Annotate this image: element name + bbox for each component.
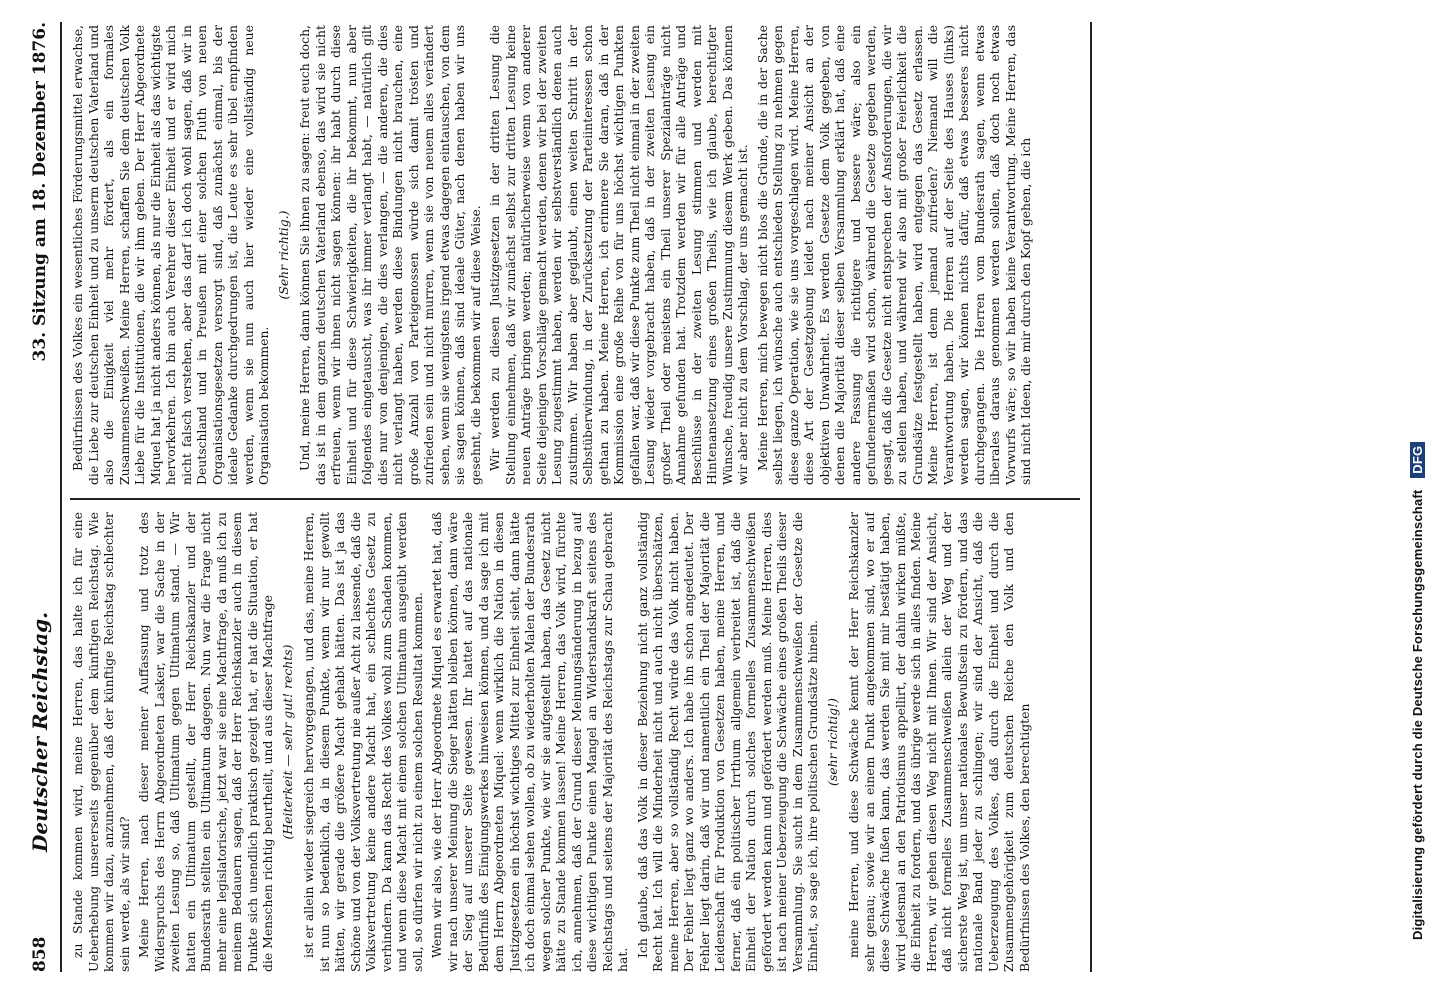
credit-text: Digitalisierung gefördert durch die Deutsche Forschungsgemeinschaft bbox=[1410, 489, 1425, 940]
column-separator bbox=[70, 498, 1080, 500]
paragraph: zu Stande kommen wird, meine Herren, das halte ich für eine Ueberhebung unsererseits gegenüber dem künftigen Reichstag. Wie kommen wir dazu, anzunehmen, daß der künftige Reichstag schlechter sein werde, als wir sind? bbox=[70, 512, 132, 972]
paragraph: Und, meine Herren, dann können Sie ihnen zu sagen: freut euch doch, das ist in dem ganzen deutschen Vaterland ebenso, das wird sie nicht erfreuen, wenn wir ihnen nicht sagen können: ihr habt durch diese Einheit und für diese Schwierigkeiten, die ihr bekommt, nun aber folgendes eingetauscht, was ihr immer verlangt habt, — natürlich gilt dies nur von denjenigen, die dies verlangen, — die anderen, die dies nicht verlangt haben, werden diese Bindungen nicht brauchen, eine große Anzahl von Parteigenossen würde sich damit trösten und zufrieden sein und nicht murren, wenn sie von neuem alles verändert sehen, wenn sie wenigstens irgend etwas dagegen eintauschen, von dem sie sagen können, daß sind ideale Güter, nach denen haben wir uns gesehnt, die bekommen wir auf diese Weise. bbox=[297, 25, 483, 485]
page-number: 858 bbox=[30, 936, 50, 972]
interjection: (sehr richtig!) bbox=[824, 698, 840, 786]
paragraph: Ich glaube, daß das Volk in dieser Beziehung nicht ganz vollständig Recht hat. Ich will die Minderheit nicht und auch nicht überschätzen, meine Herren, aber so vollständig Recht würde das Volk nicht haben. Der Fehler liegt ganz wo anders. Ich habe ihn schon angedeutet. Der Fehler liegt darin, daß wir und namentlich ein Theil der Majorität die Leidenschaft für Produktion von Gesetzen haben, meine Herren, und ferner, daß ein politischer Irrthum allgemein verbreitet ist, daß die Einheit der Nation durch solches formelles Zusammenschweißen gefördert werden kann und gefördert werden muß. Meine Herren, dies ist nach meiner Ueberzeugung die Schwäche eines großen Theils dieser Versammlung. Sie sucht in dem Zusammenschweißen der Gesetze die Einheit, so sage ich, ihre politischen Grundsätze hinein. bbox=[634, 512, 820, 972]
bottom-rule bbox=[1090, 22, 1092, 972]
digitization-credit bbox=[1410, 40, 1425, 940]
paragraph: meine Herren, und diese Schwäche kennt der Herr Reichskanzler sehr genau; sowie wir an einem Punkt angekommen sind, wo er auf diese Schwäche fußen kann, das werden Sie mit mir bestätigt haben, wird jedesmal an den Patriotismus appellirt, der dahin wirken müßte, die Einheit zu fordern, und das übrige werde sich in alles finden. Meine Herren, wir gehen diesen Weg nicht mit Ihnen. Wir sind der Ansicht, daß nicht formelles Zusammenschweißen allein der Weg und der sicherste Weg ist, um unser nationales Bewußtsein zu fördern, und das nationale Band jeder zu schlingen; wir sind der Ansicht, daß die Ueberzeugung des Volkes, daß durch die Einheit und durch die Zusammengehörigkeit zum deutschen Reiche den Volk und den Bedürfnissen des Volkes, den berechtigten bbox=[846, 512, 1032, 972]
page-header bbox=[20, 22, 62, 972]
paragraph: Wir werden zu diesen Justizgesetzen in der dritten Lesung die Stellung einnehmen, daß wir zunächst selbst zur dritten Lesung keine neuen Anträge bringen werden; natürlicherweise wenn von anderer Seite diejenigen Vorschläge gemacht werden, denen wir bei der zweiten Lesung zugestimmt haben, werden wir selbstverständlich denen auch zustimmen. Wir haben aber geglaubt, einen weiten Schritt in der Selbstüberwindung, in der Zurücksetzung der Parteiinteressen schon gethan zu haben. Meine Herren, ich erinnere Sie daran, daß in der Kommission eine große Reihe von für uns höchst wichtigen Punkten gefallen war, daß wir diese Punkte zum Theil nicht einmal in der zweiten Lesung wieder vorgebracht haben, daß in der zweiten Lesung ein großer Theil oder meistens ein Theil unserer Spezialanträge nicht Annahme gefunden hat. Trotzdem werden wir für alle Anträge und Beschlüsse in der zweiten Lesung stimmen und werden mit Hintenansetzung eines großen Theils, wie ich glaube, berechtigter Wünsche, freudig unsere Zustimmung diesem Werk geben. Das können wir aber nicht zu dem Vorschlag, der uns gemacht ist. bbox=[487, 25, 750, 485]
paragraph: Meine Herren, mich bewegen nicht blos die Gründe, die in der Sache selbst liegen, ich wünsche auch entschieden Stellung zu nehmen gegen diese ganze Operation, wie sie uns vorgeschlagen wird. Meine Herren, diese Art der Gesetzgebung leidet nach meiner Ansicht an der objektiven Unwahrheit. Es werden Gesetze dem Volk gegeben, von denen die Majorität dieser selben Versammlung erklärt hat, daß eine andere Fassung die richtigere und bessere wäre; also ein gefundenermaßen wird schon, während die Gesetze gegeben werden, gesagt, daß die Gesetze nicht entsprechen der Ansforderungen, die wir zu stellen haben, und während wir also mit großer Feierlichkeit die Grundsätze festgestellt haben, wird entgegen das Gesetz erlassen. Meine Herren, ist denn jemand zufrieden? Niemand will die Verantwortung haben. Die Herren auf der Seite des Hauses (links) werden sagen, wir können nichts dafür, daß etwas besseres nicht durchgegangen. Die Herren vom Bundesrath sagen, wenn etwas liberales daraus genommen werden sollen, daß doch noch etwas Vorwurfs wäre; so wir haben keine Verantwortung. Meine Herren, das sind nicht Ideen, die mir durch den Kopf gehen, die ich bbox=[754, 25, 1033, 485]
right-column bbox=[70, 25, 1080, 485]
interjection: (Heiterkeit — sehr gut! rechts) bbox=[279, 644, 295, 840]
paragraph: ist er allein wieder siegreich hervorgegangen, und das, meine Herren, ist nun so bedenklich, da in diesem Punkte, wenn wir nur gewollt hätten, wir gerade die größere Macht gehabt hätten. Das ist ja das Schöne und von der Volksvertretung nie außer Acht zu lassende, daß die Volksvertretung keine andere Macht hat, ein schlechtes Gesetz zu verhindern. Da kann das Recht des Volkes wohl zum Schaden kommen, und wenn diese Macht mit einem solchen Ultimatum ausgeübt werden soll, so dürfen wir nicht zu einem solchen Resultat kommen. bbox=[301, 512, 425, 972]
paragraph: Meine Herren, nach dieser meiner Auffassung und trotz des Widerspruchs des Herrn Abgeordneten Lasker, war die Sache in der zweiten Lesung so, daß Ultimatum gegen Ultimatum stand. — Wir hatten ein Ultimatum gestellt, der Herr Reichskanzler und der Bundesrath stellten ein Ultimatum dagegen. Nun war die Frage nicht mehr eine legislatorische, jetzt war sie eine Machtfrage, da muß ich zu meinem Bedauern sagen, daß der Herr Reichskanzler auch in diesem Punkte sich unendlich praktisch gezeigt hat, er hat die Situation, er hat die Menschen richtig beurtheilt, und aus dieser Machtfrage bbox=[136, 512, 275, 972]
running-title: Deutscher Reichstag. bbox=[28, 611, 52, 852]
paragraph: Wenn wir also, wie der Herr Abgeordnete Miquel es erwartet hat, daß wir nach unserer Meinung die Sieger hätten bleiben können, dann wäre der Sieg auf unserer Seite gewesen. Ihr hattet auf das nationale Bedürfniß des Einigungswerkes hinweisen können, und da sage ich mit dem Herrn Abgeordneten Miquel: wenn wirklich die Nation in diesen Justizgesetzen ein höchst wichtiges Mittel zur Einheit sieht, dann hätte ich doch einmal sehen wollen, ob zu wiederholten Malen der Bundesrath wegen solcher Punkte, wie wir sie aufgestellt haben, das Gesetz nicht hätte zu Stande kommen lassen! Meine Herren, das Volk wird, fürchte ich, annehmen, daß der Grund dieser Meinungsänderung in bezug auf diese wichtigen Punkte einen Mangel an Widerstandskraft seitens des Reichstags und seitens der Majorität des Reichstags zur Schau gebracht hat. bbox=[429, 512, 630, 972]
dfg-logo: DFG bbox=[1410, 442, 1425, 478]
paragraph: Bedürfnissen des Volkes ein wesentliches Förderungsmittel erwachse, die Liebe zur deutschen Einheit und zu unserm deutschen Vaterland und also die Einigkeit viel mehr fördert, als ein formales Zusammenschweißen. Meine Herren, schaffen Sie dem deutschen Volk Liebe für die Institutionen, die wir ihm geben. Der Herr Abgeordnete Miquel hat ja nicht anders können, als nur die Einheit als das wichtigste hervorkehren. Ich bin auch Verehrer dieser Einheit und er wird mich nicht falsch verstehen, aber das darf ich doch wohl sagen, daß wir in Deutschland und in Preußen mit einer solchen Fluth von neuen Organisationsgesetzen versorgt sind, daß zunächst einmal, bis der ideale Gedanke durchgedrungen ist, die Leute es sehr übel empfinden werden, wenn sie nun auch hier wieder eine vollständig neue Organisation bekommen. bbox=[70, 25, 271, 485]
left-column bbox=[70, 512, 1080, 972]
session-line: 33. Sitzung am 18. Dezember 1876. bbox=[30, 22, 50, 362]
interjection: (Sehr richtig.) bbox=[275, 210, 291, 300]
